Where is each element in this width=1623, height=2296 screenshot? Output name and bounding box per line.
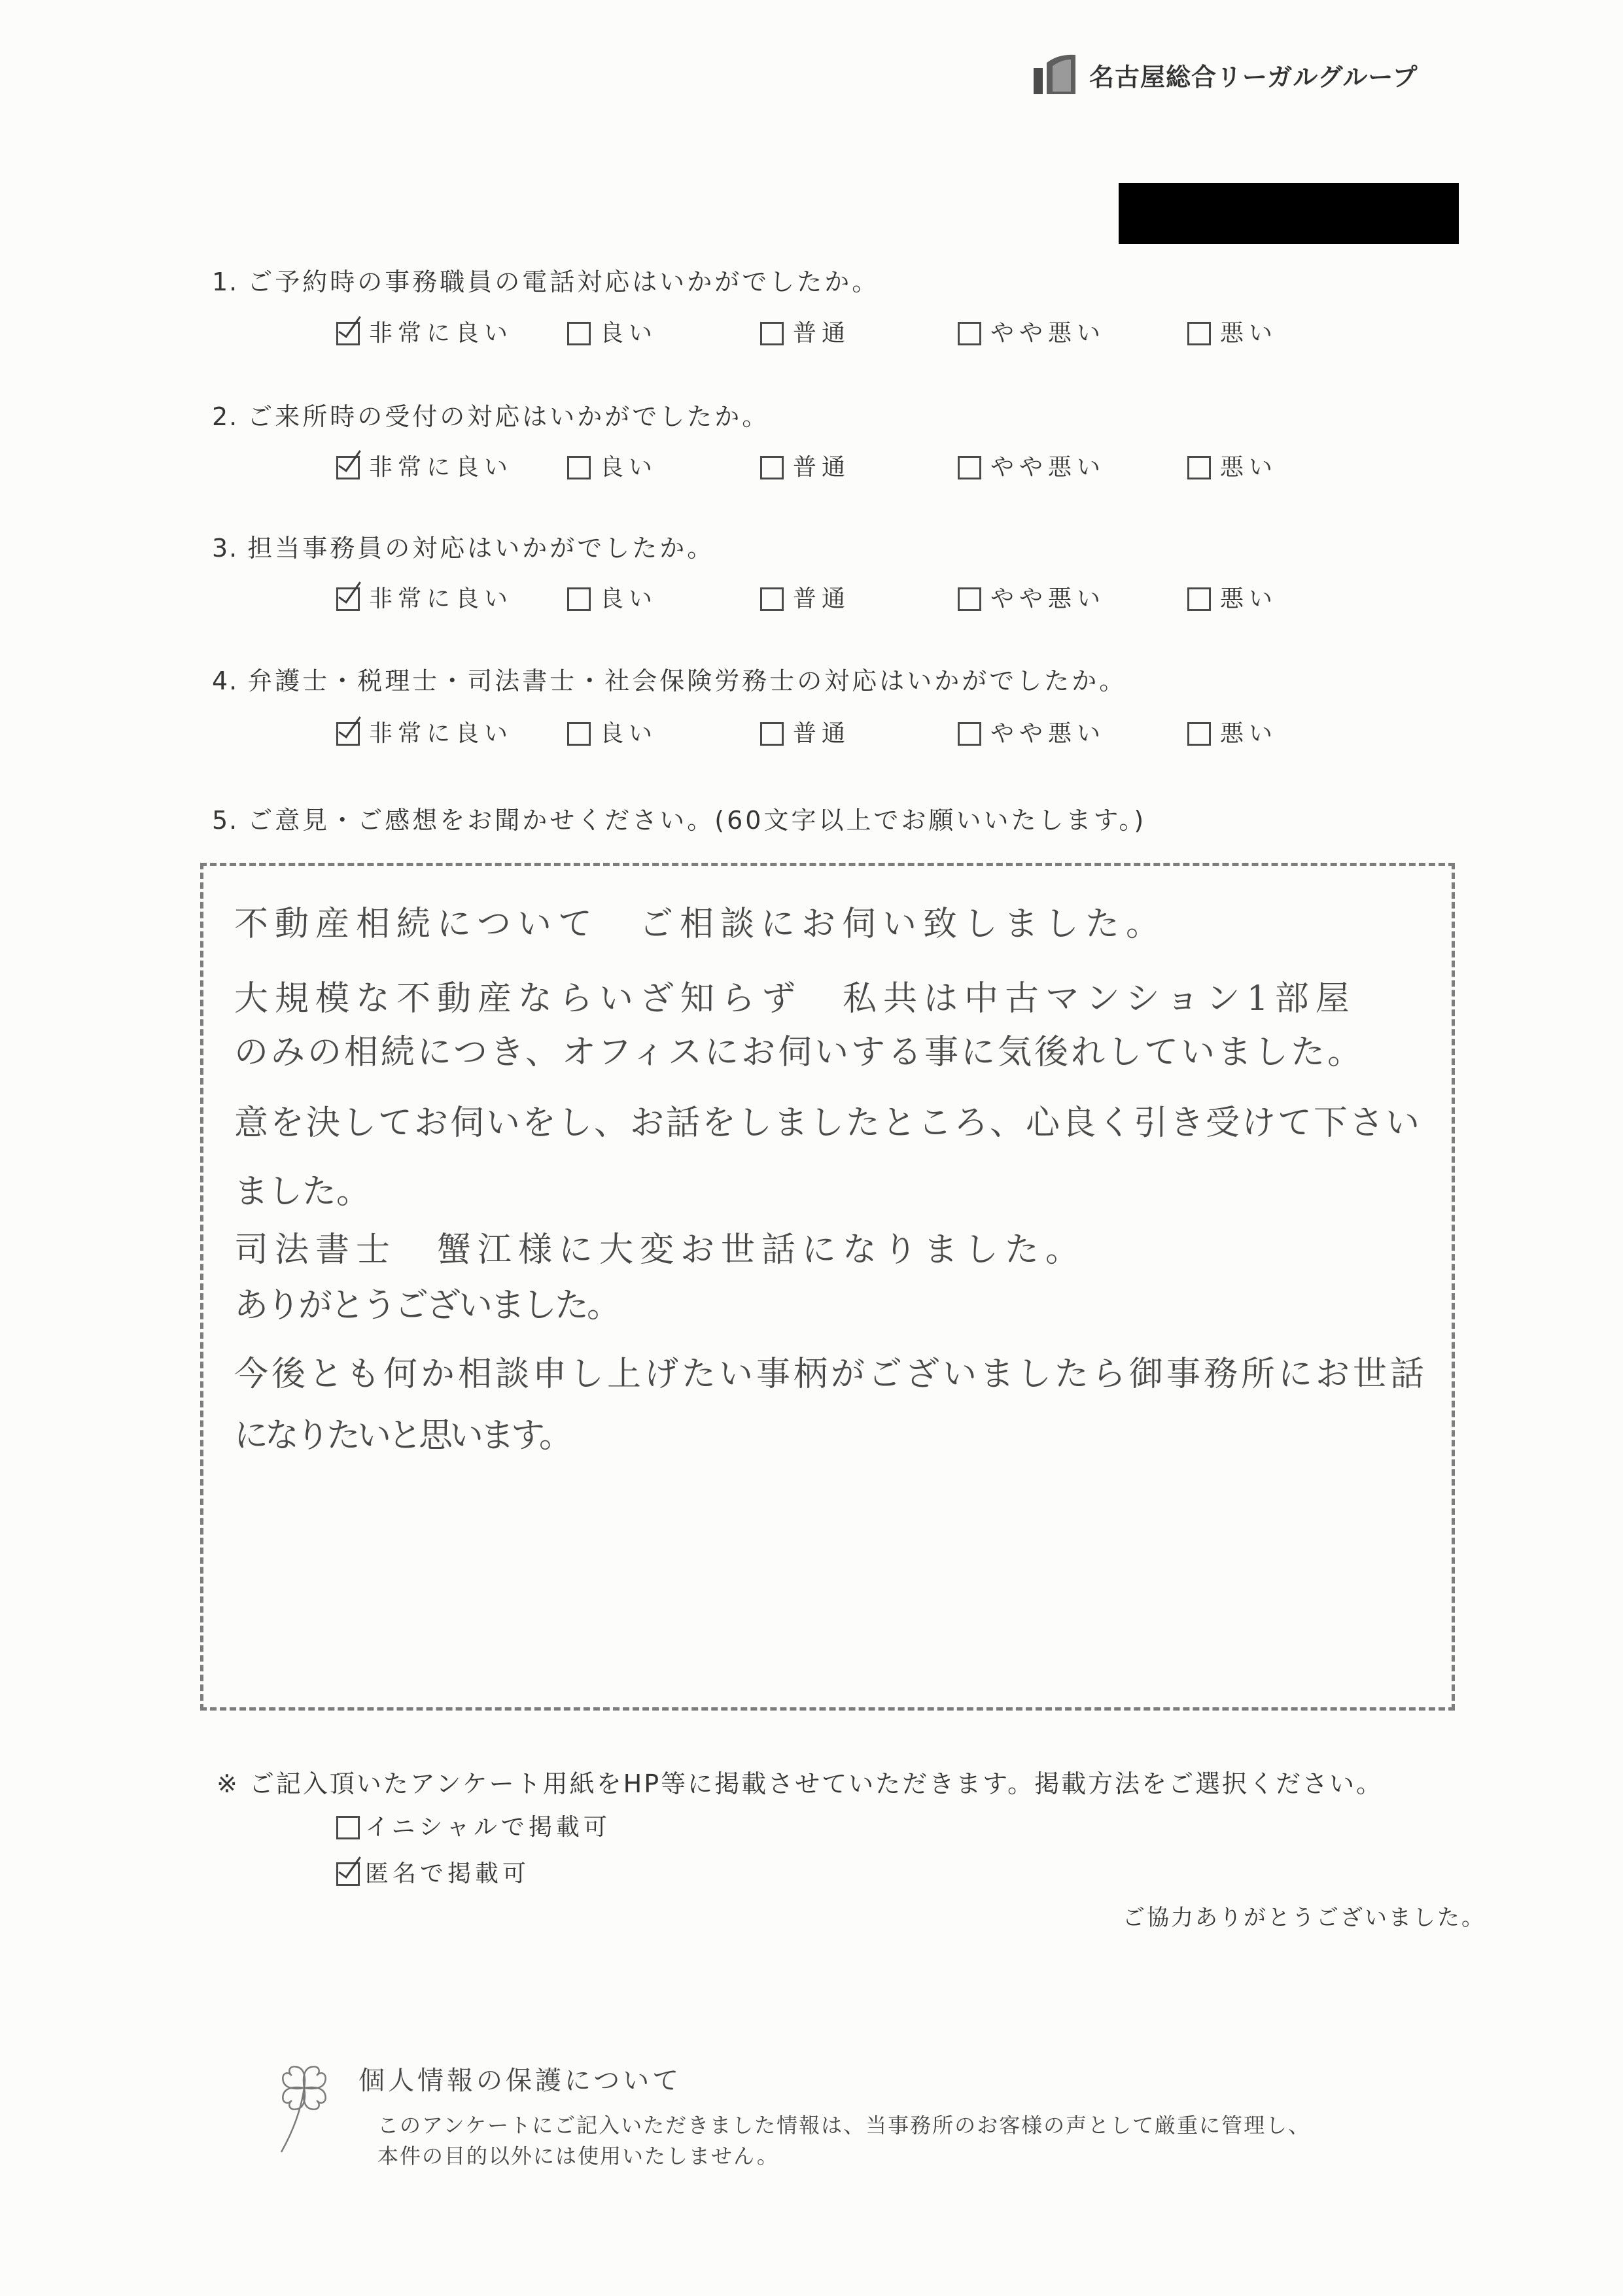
rating-option-label: 良い bbox=[600, 454, 658, 481]
checkbox[interactable] bbox=[336, 722, 360, 746]
rating-option-somewhat-poor[interactable] bbox=[958, 453, 1106, 483]
publish-with-initials-option[interactable] bbox=[336, 1813, 611, 1843]
rating-option-good[interactable] bbox=[567, 719, 657, 749]
handwritten-comment-line: のみの相続につき、オフィスにお伺いする事に気後れしていました。 bbox=[234, 1033, 1365, 1072]
rating-option-label: やや悪い bbox=[990, 320, 1106, 347]
rating-option-good[interactable] bbox=[567, 453, 657, 483]
rating-option-average[interactable] bbox=[760, 319, 850, 349]
question-number: 1. bbox=[212, 268, 239, 296]
question-2 bbox=[212, 402, 769, 432]
privacy-text: このアンケートにご記入いただきました情報は、当事務所のお客様の声として厳重に管理し、 bbox=[377, 2113, 1311, 2138]
rating-option-label: 良い bbox=[600, 720, 658, 747]
publication-option-label: イニシャルで掲載可 bbox=[365, 1814, 611, 1841]
checkbox[interactable] bbox=[567, 587, 591, 611]
rating-option-very-good[interactable] bbox=[336, 453, 513, 483]
rating-option-label: 非常に良い bbox=[369, 585, 514, 612]
rating-option-somewhat-poor[interactable] bbox=[958, 319, 1106, 349]
checkbox[interactable] bbox=[1187, 456, 1211, 479]
rating-option-label: 普通 bbox=[793, 585, 851, 612]
checkbox[interactable] bbox=[760, 322, 784, 345]
handwritten-comment-line: 大規模な不動産ならいざ知らず 私共は中古マンション1部屋 bbox=[234, 979, 1356, 1018]
thank-you-message: ご協力ありがとうございました。 bbox=[1123, 1905, 1486, 1931]
rating-option-label: 非常に良い bbox=[369, 720, 514, 747]
checkbox[interactable] bbox=[336, 322, 360, 345]
rating-option-average[interactable] bbox=[760, 453, 850, 483]
checkbox[interactable] bbox=[336, 456, 360, 479]
rating-option-very-good[interactable] bbox=[336, 584, 513, 614]
question-number: 5. bbox=[212, 806, 239, 835]
question-1-options bbox=[0, 319, 1623, 349]
rating-option-label: やや悪い bbox=[990, 720, 1106, 747]
clover-icon bbox=[268, 2054, 340, 2159]
handwritten-comment-line: ありがとうございました。 bbox=[234, 1286, 620, 1325]
checkbox[interactable] bbox=[1187, 722, 1211, 746]
checkbox[interactable] bbox=[760, 456, 784, 479]
rating-option-label: 普通 bbox=[793, 454, 851, 481]
question-number: 4. bbox=[212, 667, 239, 695]
handwritten-comment-line: 今後とも何か相談申し上げたい事柄がございましたら御事務所にお世話 bbox=[234, 1355, 1428, 1394]
rating-option-poor[interactable] bbox=[1187, 719, 1278, 749]
brand-name: 名古屋総合リーガルグループ bbox=[1089, 63, 1418, 92]
question-3-options bbox=[0, 584, 1623, 614]
rating-option-somewhat-poor[interactable] bbox=[958, 584, 1106, 614]
checkbox[interactable] bbox=[760, 722, 784, 746]
handwritten-comment-line: 意を決してお伺いをし、お話をしましたところ、心良く引き受けて下さい bbox=[234, 1104, 1422, 1143]
checkbox[interactable] bbox=[760, 587, 784, 611]
checkbox[interactable] bbox=[1187, 322, 1211, 345]
handwritten-comment-line: になりたいと思います。 bbox=[234, 1416, 570, 1455]
question-3 bbox=[212, 533, 714, 563]
rating-option-poor[interactable] bbox=[1187, 584, 1278, 614]
rating-option-label: 悪い bbox=[1220, 720, 1278, 747]
privacy-text: 本件の目的以外には使用いたしません。 bbox=[377, 2144, 779, 2168]
checkbox[interactable] bbox=[336, 1862, 360, 1886]
rating-option-poor[interactable] bbox=[1187, 453, 1278, 483]
rating-option-label: 良い bbox=[600, 320, 658, 347]
rating-option-label: やや悪い bbox=[990, 454, 1106, 481]
checkbox[interactable] bbox=[567, 322, 591, 345]
publication-option-label: 匿名で掲載可 bbox=[365, 1860, 531, 1887]
question-1 bbox=[212, 267, 879, 297]
rating-option-label: 普通 bbox=[793, 320, 851, 347]
rating-option-poor[interactable] bbox=[1187, 319, 1278, 349]
question-text: 担当事務員の対応はいかがでしたか。 bbox=[247, 534, 715, 563]
rating-option-very-good[interactable] bbox=[336, 719, 513, 749]
redaction-box bbox=[1119, 183, 1459, 244]
rating-option-label: 悪い bbox=[1220, 320, 1278, 347]
rating-option-good[interactable] bbox=[567, 319, 657, 349]
publish-anonymously-option[interactable] bbox=[336, 1859, 530, 1889]
question-2-options bbox=[0, 453, 1623, 483]
publication-notice: ※ ご記入頂いたアンケート用紙をHP等に掲載させていただきます。掲載方法をご選択ください。 bbox=[217, 1769, 1384, 1798]
checkbox[interactable] bbox=[336, 587, 360, 611]
checkbox[interactable] bbox=[567, 456, 591, 479]
question-text: ご来所時の受付の対応はいかがでしたか。 bbox=[247, 402, 770, 431]
rating-option-good[interactable] bbox=[567, 584, 657, 614]
rating-option-label: やや悪い bbox=[990, 585, 1106, 612]
checkbox[interactable] bbox=[958, 722, 981, 746]
question-5 bbox=[212, 805, 1146, 835]
question-4-options bbox=[0, 719, 1623, 749]
checkbox[interactable] bbox=[958, 587, 981, 611]
rating-option-label: 悪い bbox=[1220, 585, 1278, 612]
checkbox[interactable] bbox=[336, 1816, 360, 1839]
rating-option-average[interactable] bbox=[760, 719, 850, 749]
checkbox[interactable] bbox=[567, 722, 591, 746]
rating-option-very-good[interactable] bbox=[336, 319, 513, 349]
handwritten-comment-line: 不動産相続について ご相談にお伺い致しました。 bbox=[234, 905, 1166, 944]
checkbox[interactable] bbox=[958, 322, 981, 345]
question-text: ご予約時の事務職員の電話対応はいかがでしたか。 bbox=[247, 268, 880, 296]
question-text: ご意見・ご感想をお聞かせください。(60文字以上でお願いいたします。) bbox=[247, 806, 1147, 835]
handwritten-comment-line: ました。 bbox=[234, 1172, 371, 1211]
checkbox[interactable] bbox=[1187, 587, 1211, 611]
question-number: 2. bbox=[212, 402, 239, 431]
rating-option-somewhat-poor[interactable] bbox=[958, 719, 1106, 749]
rating-option-average[interactable] bbox=[760, 584, 850, 614]
rating-option-label: 非常に良い bbox=[369, 320, 514, 347]
handwritten-comment-line: 司法書士 蟹江様に大変お世話になりました。 bbox=[234, 1230, 1087, 1270]
rating-option-label: 普通 bbox=[793, 720, 851, 747]
rating-option-label: 悪い bbox=[1220, 454, 1278, 481]
rating-option-label: 非常に良い bbox=[369, 454, 514, 481]
privacy-title: 個人情報の保護について bbox=[358, 2066, 682, 2096]
question-4 bbox=[212, 666, 1126, 696]
question-number: 3. bbox=[212, 534, 239, 563]
checkbox[interactable] bbox=[958, 456, 981, 479]
building-logo-icon bbox=[1031, 52, 1083, 96]
rating-option-label: 良い bbox=[600, 585, 658, 612]
question-text: 弁護士・税理士・司法書士・社会保険労務士の対応はいかがでしたか。 bbox=[247, 667, 1127, 695]
